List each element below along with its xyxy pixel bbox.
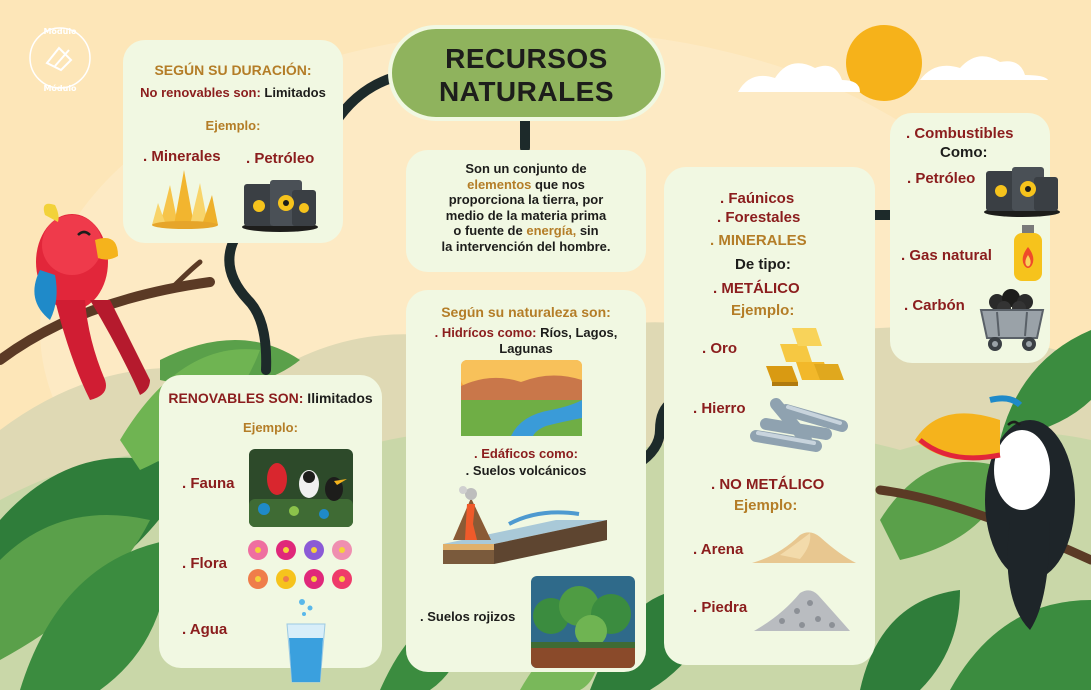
metalico-example-label: Ejemplo:	[731, 302, 795, 319]
renewable-item-fauna: . Fauna	[182, 475, 235, 492]
no-metalico-example-label: Ejemplo:	[734, 497, 798, 514]
renewable-item-agua: . Agua	[182, 621, 228, 638]
iron-pipes-icon	[746, 396, 850, 454]
modulo-logo	[25, 18, 95, 98]
duration-example-label: Ejemplo:	[205, 118, 261, 133]
metal-oro: . Oro	[702, 340, 738, 357]
nonmetal-piedra: . Piedra	[693, 599, 748, 616]
nature-heading: Según su naturaleza son:	[441, 304, 611, 320]
edaficos-label: . Edáficos como:	[473, 446, 579, 461]
title-line-2: NATURALES	[438, 76, 615, 107]
fuels-heading: . Combustibles	[906, 125, 1014, 142]
sand-pile-icon	[750, 525, 858, 565]
type-forestales: . Forestales	[717, 209, 801, 226]
flowers-icon	[244, 536, 356, 594]
fuels-como: Como:	[940, 144, 988, 161]
water-glass-icon	[284, 598, 328, 686]
duration-heading: SEGÚN SU DURACIÓN:	[154, 62, 312, 78]
renewables-heading: RENOVABLES SON: Ilimitados	[168, 390, 373, 406]
svg-text:Módulo: Módulo	[43, 27, 77, 36]
duration-item-minerales: . Minerales	[143, 148, 221, 165]
type-faunicos: . Faúnicos	[720, 190, 795, 207]
renewables-example-label: Ejemplo:	[243, 420, 298, 435]
fuel-gas-natural: . Gas natural	[901, 247, 992, 264]
fauna-image	[249, 449, 353, 527]
oil-barrels-icon-2	[982, 161, 1062, 217]
suelos-rojizos-label: . Suelos rojizos	[420, 609, 516, 624]
type-de-tipo: De tipo:	[735, 256, 791, 273]
keyword-elementos: elementos	[467, 176, 532, 192]
gas-cylinder-icon	[1012, 225, 1044, 283]
title-line-1: RECURSOS	[445, 43, 608, 74]
gold-bars-icon	[762, 326, 844, 386]
nonmetal-arena: . Arena	[693, 541, 744, 558]
duration-item-petroleo: . Petróleo	[246, 150, 315, 167]
gravel-pile-icon	[752, 585, 852, 635]
non-renewable-line: No renovables son: Limitados	[140, 85, 326, 100]
edaficos-value: . Suelos volcánicos	[465, 463, 587, 478]
type-metalico: . METÁLICO	[713, 280, 800, 297]
river-landscape-image	[461, 360, 582, 436]
definition-card: Son un conjunto de elementos que nos proporciona la tierra, por medio de la materia prima o fuente de energía, sin la intervención del hombre.	[406, 150, 646, 272]
red-soil-forest-image	[531, 576, 635, 668]
hidricos-line: . Hidrícos como: Ríos, Lagos,	[434, 325, 618, 340]
metal-hierro: . Hierro	[693, 400, 746, 417]
renewable-item-flora: . Flora	[182, 555, 228, 572]
type-minerales: . MINERALES	[710, 232, 807, 249]
fuel-petroleo: . Petróleo	[907, 170, 976, 187]
svg-text:Módulo: Módulo	[43, 84, 77, 93]
volcanic-soil-image	[439, 484, 609, 566]
keyword-energia: energía,	[526, 223, 577, 238]
crystals-icon	[150, 165, 220, 230]
type-no-metalico: . NO METÁLICO	[711, 476, 825, 493]
fuel-carbon: . Carbón	[904, 297, 965, 314]
title-pill	[388, 25, 665, 121]
hidricos-line-2: Lagunas	[499, 341, 553, 356]
oil-barrels-icon	[240, 172, 320, 232]
coal-cart-icon	[977, 288, 1047, 354]
